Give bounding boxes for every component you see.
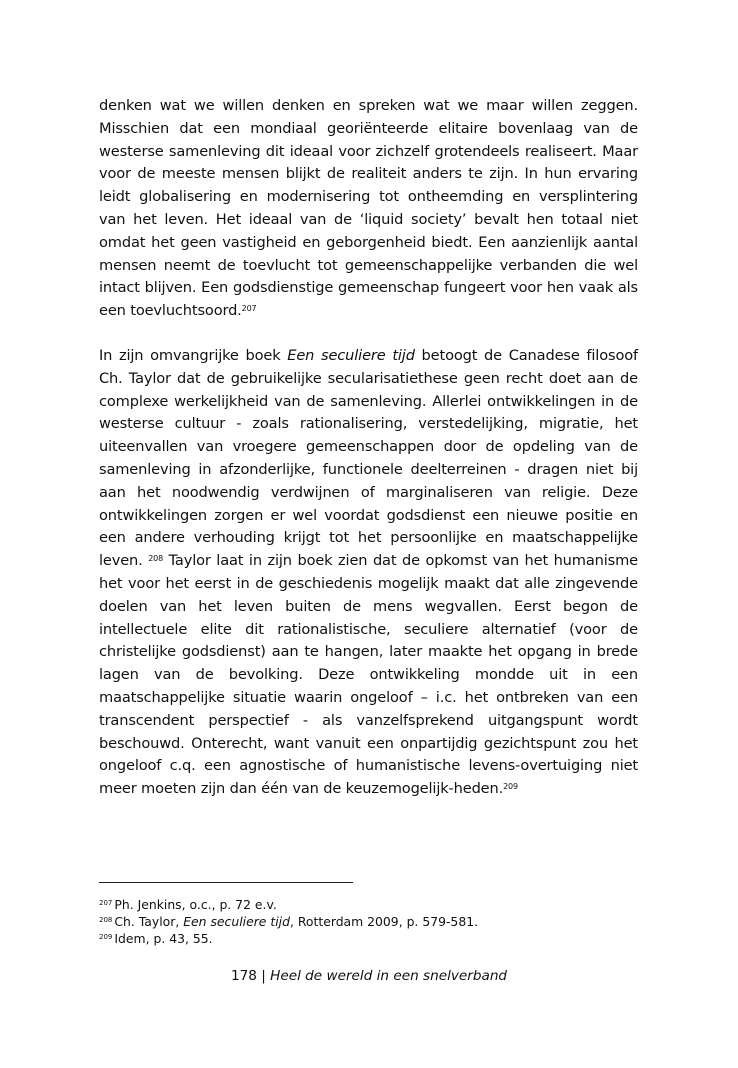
footnote-ref-209: 209	[503, 782, 518, 792]
footnote-number: 208	[99, 916, 113, 925]
footnote-ref-208: 208	[148, 554, 164, 564]
footnote-text-post: , Rotterdam 2009, p. 579-581.	[289, 914, 479, 930]
paragraph-2-text	[99, 345, 638, 801]
footnote-208	[99, 913, 638, 930]
footnote-text-pre: Ch. Taylor,	[114, 914, 184, 930]
footnotes	[99, 896, 638, 948]
footnote-209	[99, 930, 638, 947]
paragraph-2-book-title: Een seculiere tijd	[287, 347, 415, 364]
paragraph-2	[99, 345, 638, 801]
footnote-book-title: Een seculiere tijd	[183, 914, 290, 930]
footnote-text: Ph. Jenkins, o.c., p. 72 e.v.	[114, 897, 277, 912]
running-title: Heel de wereld in een snelverband	[270, 968, 508, 984]
paragraph-2-intro: In zijn omvangrijke boek	[99, 347, 288, 364]
paragraph-2-part-2: Taylor laat in zijn boek zien dat de opkomst van het humanisme het voor het eerst in de geschiedenis mogelijk maakt dat alle zingevende doelen van het leven buiten de mens wegvallen. Eerst begon de intellectuele elite dit rationalistische, seculiere alternatief (voor de christelijke godsdienst) aan te hangen, later maakte het opgang in brede lagen van de bevolking. Deze ontwikkeling mondde uit in een maatschappelijke situatie waarin ongeloof – i.c. het ontbreken van een transcendent perspectief - als vanzelfsprekend uitgangspunt wordt beschouwd. Onterecht, want vanuit een onpartijdig gezichtspunt zou het ongeloof c.q. een agnostische of humanistische levens-overtuiging niet meer moeten zijn dan één van de keuzemogelijk-heden.	[99, 552, 638, 798]
footnote-207	[99, 896, 638, 913]
page-footer	[0, 966, 738, 986]
paragraph-2-part-1: betoogt de Canadese filosoof Ch. Taylor dat de gebruikelijke secularisatiethese geen recht doet aan de complexe werkelijkheid van de samenleving. Allerlei ontwikkelingen in de westerse cultuur - zoals rationalisering, verstedelijking, migratie, het uiteenvallen van vroegere gemeenschappen door de opdeling van de samenleving in afzonderlijke, functionele deelterreinen - dragen niet bij aan het noodwendig verdwijnen of marginaliseren van religie. Deze ontwikkelingen zorgen er wel voordat godsdienst een nieuwe positie en een andere verhouding krijgt tot het persoonlijke en maatschappelijke leven.	[99, 347, 638, 570]
footnote-text: Idem, p. 43, 55.	[114, 931, 213, 947]
paragraph-1-text	[99, 95, 638, 323]
paragraph-1	[99, 95, 638, 323]
footer-separator: |	[256, 968, 271, 984]
footnote-divider	[99, 882, 353, 883]
footnote-number: 209	[99, 933, 113, 942]
footnote-number: 207	[99, 899, 113, 907]
footnote-ref-207: 207	[241, 304, 257, 314]
page-number: 178	[230, 968, 257, 984]
paragraph-1-body: denken wat we willen denken en spreken wat we maar willen zeggen. Misschien dat een mondiaal georiënteerde elitaire bovenlaag van de westerse samenleving dit ideaal voor zichzelf grotendeels realiseert. Maar voor de meeste mensen blijkt de realiteit anders te zijn. In hun ervaring leidt globalisering en modernisering tot ontheemding en versplintering van het leven. Het ideaal van de ‘liquid society’ bevalt hen totaal niet omdat het geen vastigheid en geborgenheid biedt. Een aanzienlijk aantal mensen neemt de toevlucht tot gemeenschappelijke verbanden die wel intact blijven. Een godsdienstige gemeenschap fungeert voor hen vaak als een toevluchtsoord.	[99, 97, 638, 320]
